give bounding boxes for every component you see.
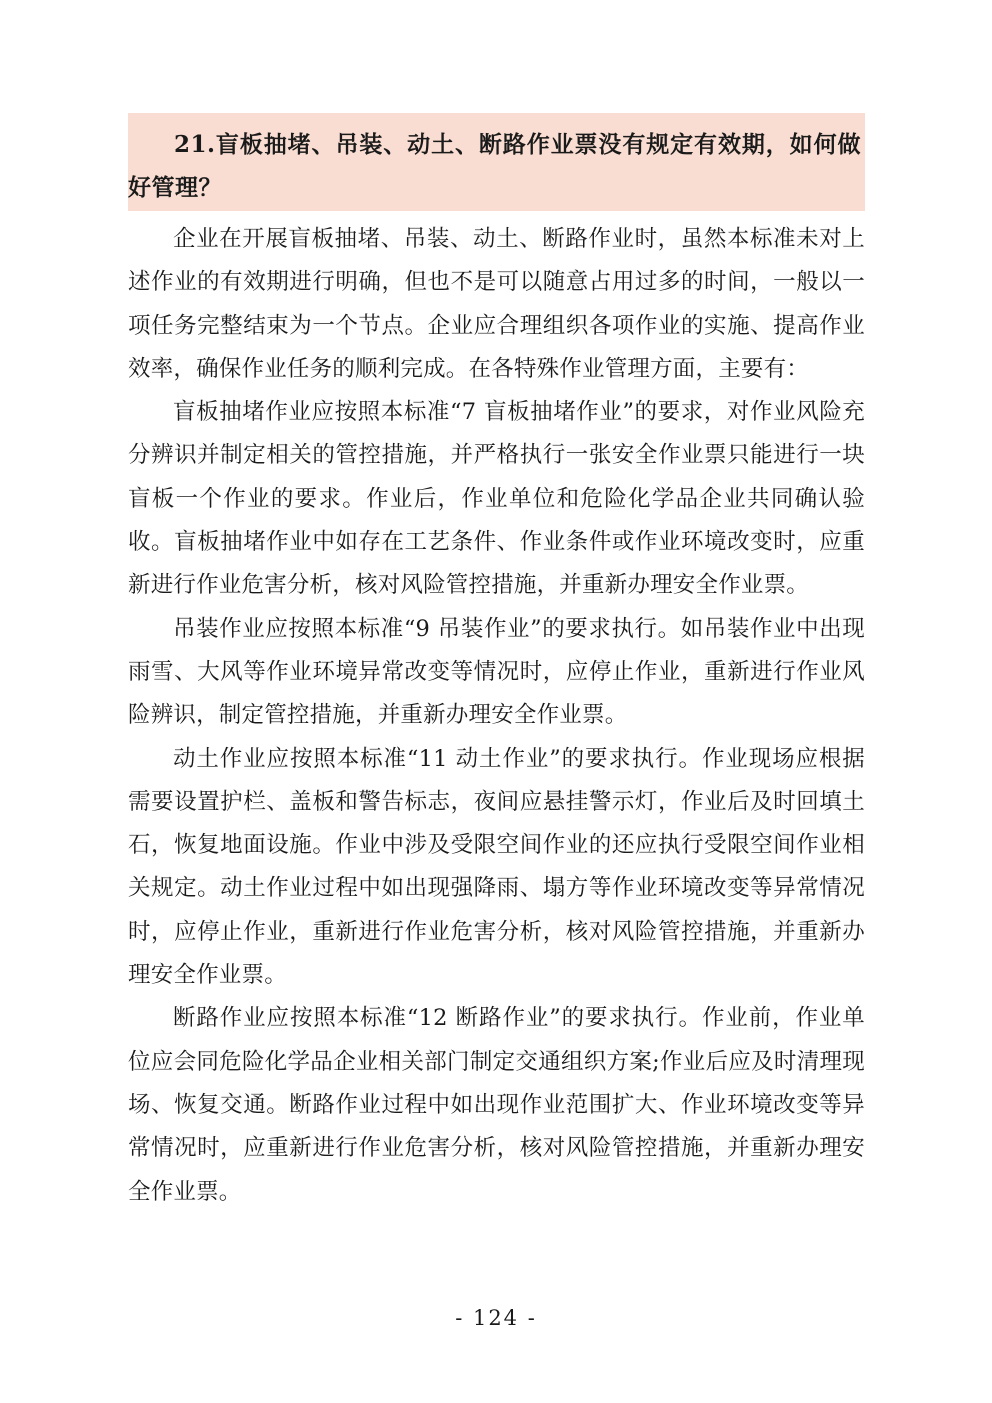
paragraph-intro: 企业在开展盲板抽堵、吊装、动土、断路作业时，虽然本标准未对上述作业的有效期进行明确，但也不是可以随意占用过多的时间，一般以一项任务完整结束为一个节点。企业应合理组织各项作业的实施、提高作业效率，确保作业任务的顺利完成。在各特殊作业管理方面，主要有： — [128, 226, 865, 382]
paragraph-lifting: 吊装作业应按照本标准“9 吊装作业”的要求执行。如吊装作业中出现雨雪、大风等作业环境异常改变等情况时，应停止作业，重新进行作业风险辨识，制定管控措施，并重新办理安全作业票。 — [128, 615, 865, 729]
page-number: - 124 - — [455, 1306, 537, 1330]
paragraph-road-closure: 断路作业应按照本标准“12 断路作业”的要求执行。作业前，作业单位应会同危险化学品企业相关部门制定交通组织方案;作业后应及时清理现场、恢复交通。断路作业过程中如出现作业范围扩大、作业环境改变等异常情况时，应重新进行作业危害分析，核对风险管控措施，并重新办理安全作业票。 — [128, 1005, 865, 1205]
answer-body — [128, 218, 865, 1214]
paragraph-blind-plate: 盲板抽堵作业应按照本标准“7 盲板抽堵作业”的要求，对作业风险充分辨识并制定相关的管控措施，并严格执行一张安全作业票只能进行一块盲板一个作业的要求。作业后，作业单位和危险化学品企业共同确认验收。盲板抽堵作业中如存在工艺条件、作业条件或作业环境改变时，应重新进行作业危害分析，核对风险管控措施，并重新办理安全作业票。 — [128, 399, 865, 599]
question-heading: 21.盲板抽堵、吊装、动土、断路作业票没有规定有效期，如何做好管理？ — [128, 131, 861, 201]
question-heading-box — [128, 113, 865, 211]
paragraph-excavation: 动土作业应按照本标准“11 动土作业”的要求执行。作业现场应根据需要设置护栏、盖板和警告标志，夜间应悬挂警示灯，作业后及时回填土石，恢复地面设施。作业中涉及受限空间作业的还应执行受限空间作业相关规定。动土作业过程中如出现强降雨、塌方等作业环境改变等异常情况时，应停止作业，重新进行作业危害分析，核对风险管控措施，并重新办理安全作业票。 — [128, 745, 865, 989]
